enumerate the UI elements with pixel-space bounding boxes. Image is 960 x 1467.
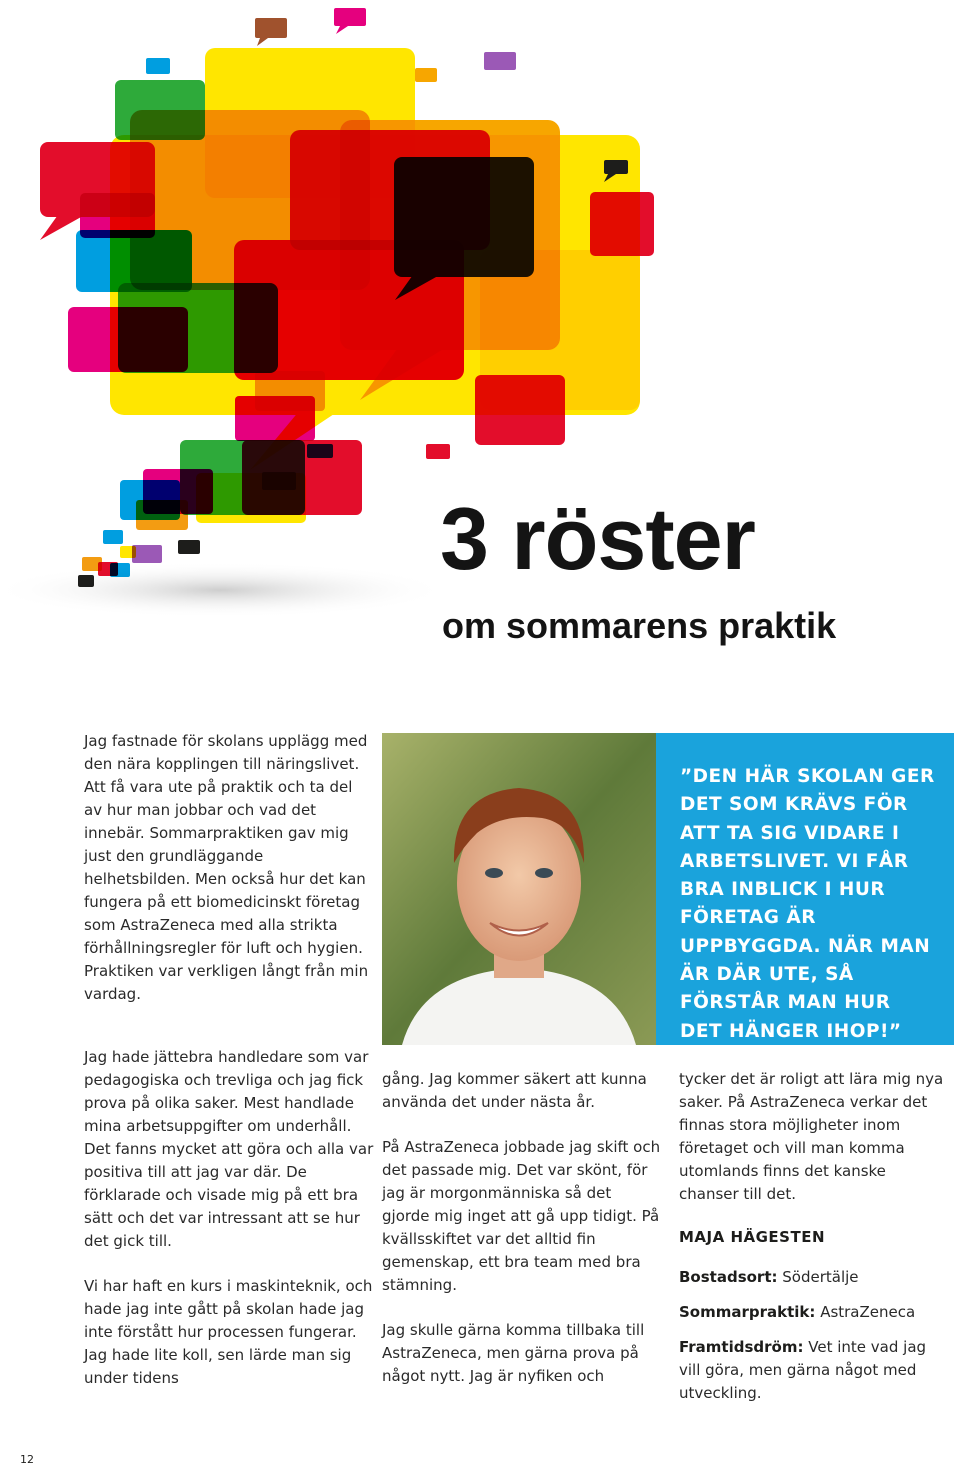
paragraph: Vi har haft en kurs i maskinteknik, och hade jag inte gått på skolan hade jag inte förstått hur processen fungerar. Jag hade lite koll, sen lärde man sig under tidens <box>84 1277 373 1387</box>
paragraph: Jag skulle gärna komma tillbaka till AstraZeneca, men gärna prova på något nytt. Jag är nyfiken och <box>382 1321 645 1385</box>
tiny-black-bubble-2 <box>178 540 200 554</box>
float-bubble-pink <box>334 8 366 34</box>
paragraph: Jag hade jättebra handledare som var pedagogiska och trevliga och jag fick prova på olika saker. Mest handlade mina arbetsuppgifter om underhåll. Det fanns mycket att göra och alla var positiva till att jag var där. De förklarade och visade mig på ett bra sätt och det var intressant att se hur det gick till. <box>84 1048 374 1250</box>
tiny-blue-bubble-2 <box>110 563 130 577</box>
fact-dream <box>679 1336 949 1405</box>
paragraph: gång. Jag kommer säkert att kunna använda det under nästa år. <box>382 1070 647 1111</box>
text-column-3 <box>679 1068 949 1417</box>
paragraph: tycker det är roligt att lära mig nya saker. På AstraZeneca verkar det finnas stora möjligheter inom företaget och vill man komma utomlands finns det kanske chanser till det. <box>679 1070 944 1203</box>
fact-value: Vet inte vad jag vill göra, men gärna något med utveckling. <box>679 1338 927 1402</box>
floor-shadow <box>0 562 450 618</box>
text-column-1 <box>84 1046 374 1412</box>
fact-value: AstraZeneca <box>820 1303 916 1321</box>
tiny-blue-bubble <box>103 530 123 544</box>
magenta-bubble-small <box>235 396 315 441</box>
fact-internship <box>679 1301 949 1324</box>
page-title: 3 röster <box>440 489 755 588</box>
tiny-purple-bubble <box>132 545 162 563</box>
page-number: 12 <box>20 1453 34 1466</box>
fact-label: Bostadsort: <box>679 1268 778 1286</box>
portrait-illustration <box>382 733 656 1045</box>
green-bubble-top <box>115 80 205 140</box>
red-bubble-right <box>475 375 565 445</box>
red-bubble-small <box>242 440 362 515</box>
small-navy-bubble <box>307 444 333 458</box>
fact-residence <box>679 1266 949 1289</box>
paragraph: På AstraZeneca jobbade jag skift och det passade mig. Det var skönt, för jag är morgonmänniska så det gjorde mig inget att gå upp tidigt. På kvällsskiftet var det alltid fin gemenskap, ett bra team med bra stämning. <box>382 1138 661 1294</box>
small-brown-bubble <box>262 472 296 490</box>
portrait-photo <box>382 733 656 1045</box>
intro-column <box>84 730 374 1028</box>
blue-bubble-left <box>76 230 192 292</box>
float-bubble-blue <box>146 58 170 74</box>
pull-quote: ”DEN HÄR SKOLAN GER DET SOM KRÄVS FÖR ATT TA SIG VIDARE I ARBETSLIVET. VI FÅR BRA INBLICK I HUR FÖRETAG ÄR UPPBYGGDA. NÄR MAN ÄR DÄR UTE, SÅ FÖRSTÅR MAN HUR DET HÄNGER IHOP!” <box>680 766 935 1042</box>
pull-quote-box <box>656 733 954 1045</box>
orange-bubble-row <box>136 500 188 530</box>
fact-value: Södertälje <box>782 1268 859 1286</box>
float-bubble-brown <box>255 18 287 46</box>
tiny-black-bubble <box>78 575 94 587</box>
magenta-bubble-lower <box>68 307 188 372</box>
small-red-bubble-right <box>426 444 450 459</box>
page-subtitle: om sommarens praktik <box>442 605 837 646</box>
float-bubble-purple <box>484 52 516 70</box>
text-column-2 <box>382 1068 662 1410</box>
intro-paragraph: Jag fastnade för skolans upplägg med den nära kopplingen till näringslivet. Att få vara ute på praktik och ta del av hur man jobbar och vad det innebär. Sommarpraktiken gav mig just den grundläggande helhetsbilden. Men också hur det kan fungera på ett biomedicinskt företag som AstraZeneca med alla strikta förhållningsregler för luft och hygien. Praktiken var verkligen långt från min vardag. <box>84 732 369 1003</box>
fact-label: Sommarpraktik: <box>679 1303 816 1321</box>
red-bubble-far-right <box>590 192 654 256</box>
float-bubble-orange <box>415 68 437 82</box>
fact-label: Framtidsdröm: <box>679 1338 804 1356</box>
person-name: MAJA HÄGESTEN <box>679 1228 826 1246</box>
